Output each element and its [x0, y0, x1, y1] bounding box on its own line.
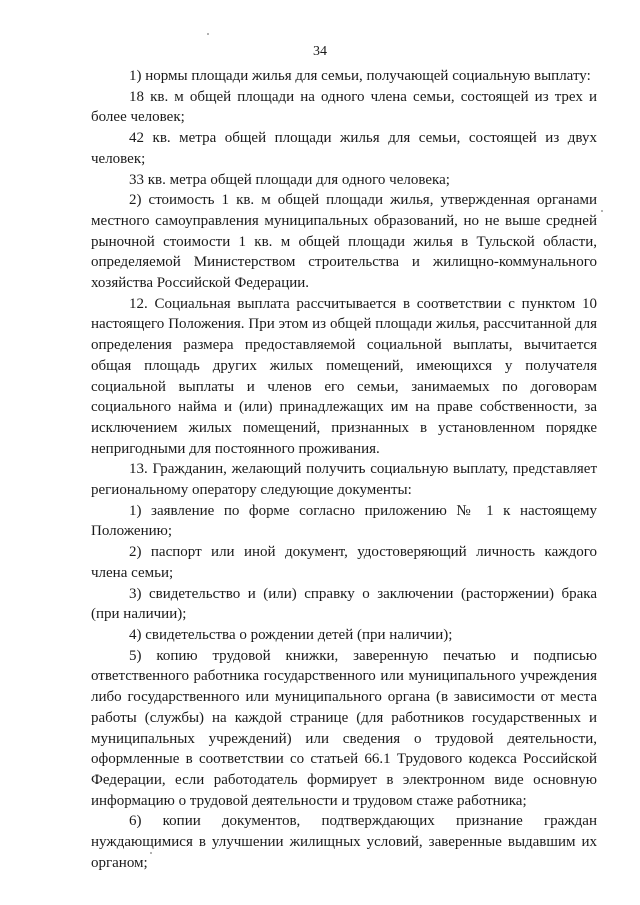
scan-speck — [601, 210, 603, 212]
document-body — [91, 66, 597, 873]
page-number: 34 — [313, 44, 327, 59]
paragraph-doc-application: 1) заявление по форме согласно приложению № 1 к настоящему Положению; — [91, 502, 597, 540]
paragraph-housing-norms-intro: 1) нормы площади жилья для семьи, получающей социальную выплату: — [129, 68, 591, 84]
paragraph-doc-employment-record: 5) копию трудовой книжки, заверенную печатью и подписью ответственного работника государственного или муниципального учреждения либо государственного или муниципального органа (в зависимости от места работы (службы) на каждой странице (для работников государственных и муниципальных учреждений) или сведения о трудовой деятельности, оформленные в соответствии со статьей 66.1 Трудового кодекса Российской Федерации, если работодатель формирует в электронном виде основную информацию о трудовой деятельности и трудовом стаже работника; — [91, 647, 597, 809]
paragraph-doc-passport: 2) паспорт или иной документ, удостоверяющий личность каждого члена семьи; — [91, 544, 597, 581]
scan-speck — [207, 33, 209, 35]
paragraph-norm-42-sqm: 42 кв. метра общей площади жилья для семьи, состоящей из двух человек; — [91, 130, 597, 167]
scan-speck — [150, 852, 152, 854]
paragraph-cost-per-sqm: 2) стоимость 1 кв. м общей площади жилья, утвержденная органами местного самоуправления муниципальных образований, но не выше средней рыночной стоимости 1 кв. м общей площади жилья в Тульской области, определяемой Министерством строительства и жилищно-коммунального хозяйства Российской Федерации. — [91, 192, 597, 292]
paragraph-doc-housing-need: 6) копии документов, подтверждающих признание граждан нуждающимися в улучшении жилищных условий, заверенные выдавшим их органом; — [91, 813, 597, 871]
paragraph-norm-33-sqm: 33 кв. метра общей площади для одного человека; — [129, 171, 450, 188]
paragraph-norm-18-sqm: 18 кв. м общей площади на одного члена семьи, состоящей из трех и более человек; — [91, 88, 597, 126]
paragraph-clause-13: 13. Гражданин, желающий получить социальную выплату, представляет региональному оператору следующие документы: — [91, 461, 597, 499]
paragraph-doc-birth-certificates: 4) свидетельства о рождении детей (при наличии); — [129, 626, 453, 643]
paragraph-clause-12: 12. Социальная выплата рассчитывается в соответствии с пунктом 10 настоящего Положения. При этом из общей площади жилья, рассчитанной для определения размера предоставляемой социальной выплаты, вычитается общая площадь других жилых помещений, имеющихся у получателя социальной выплаты и членов его семьи, занимаемых по договорам социального найма и (или) принадлежащих им на праве собственности, за исключением жилых помещений, признанных в установленном порядке непригодными для постоянного проживания. — [91, 295, 597, 457]
paragraph-doc-marriage-certificate: 3) свидетельство и (или) справку о заключении (расторжении) брака (при наличии); — [91, 585, 597, 623]
